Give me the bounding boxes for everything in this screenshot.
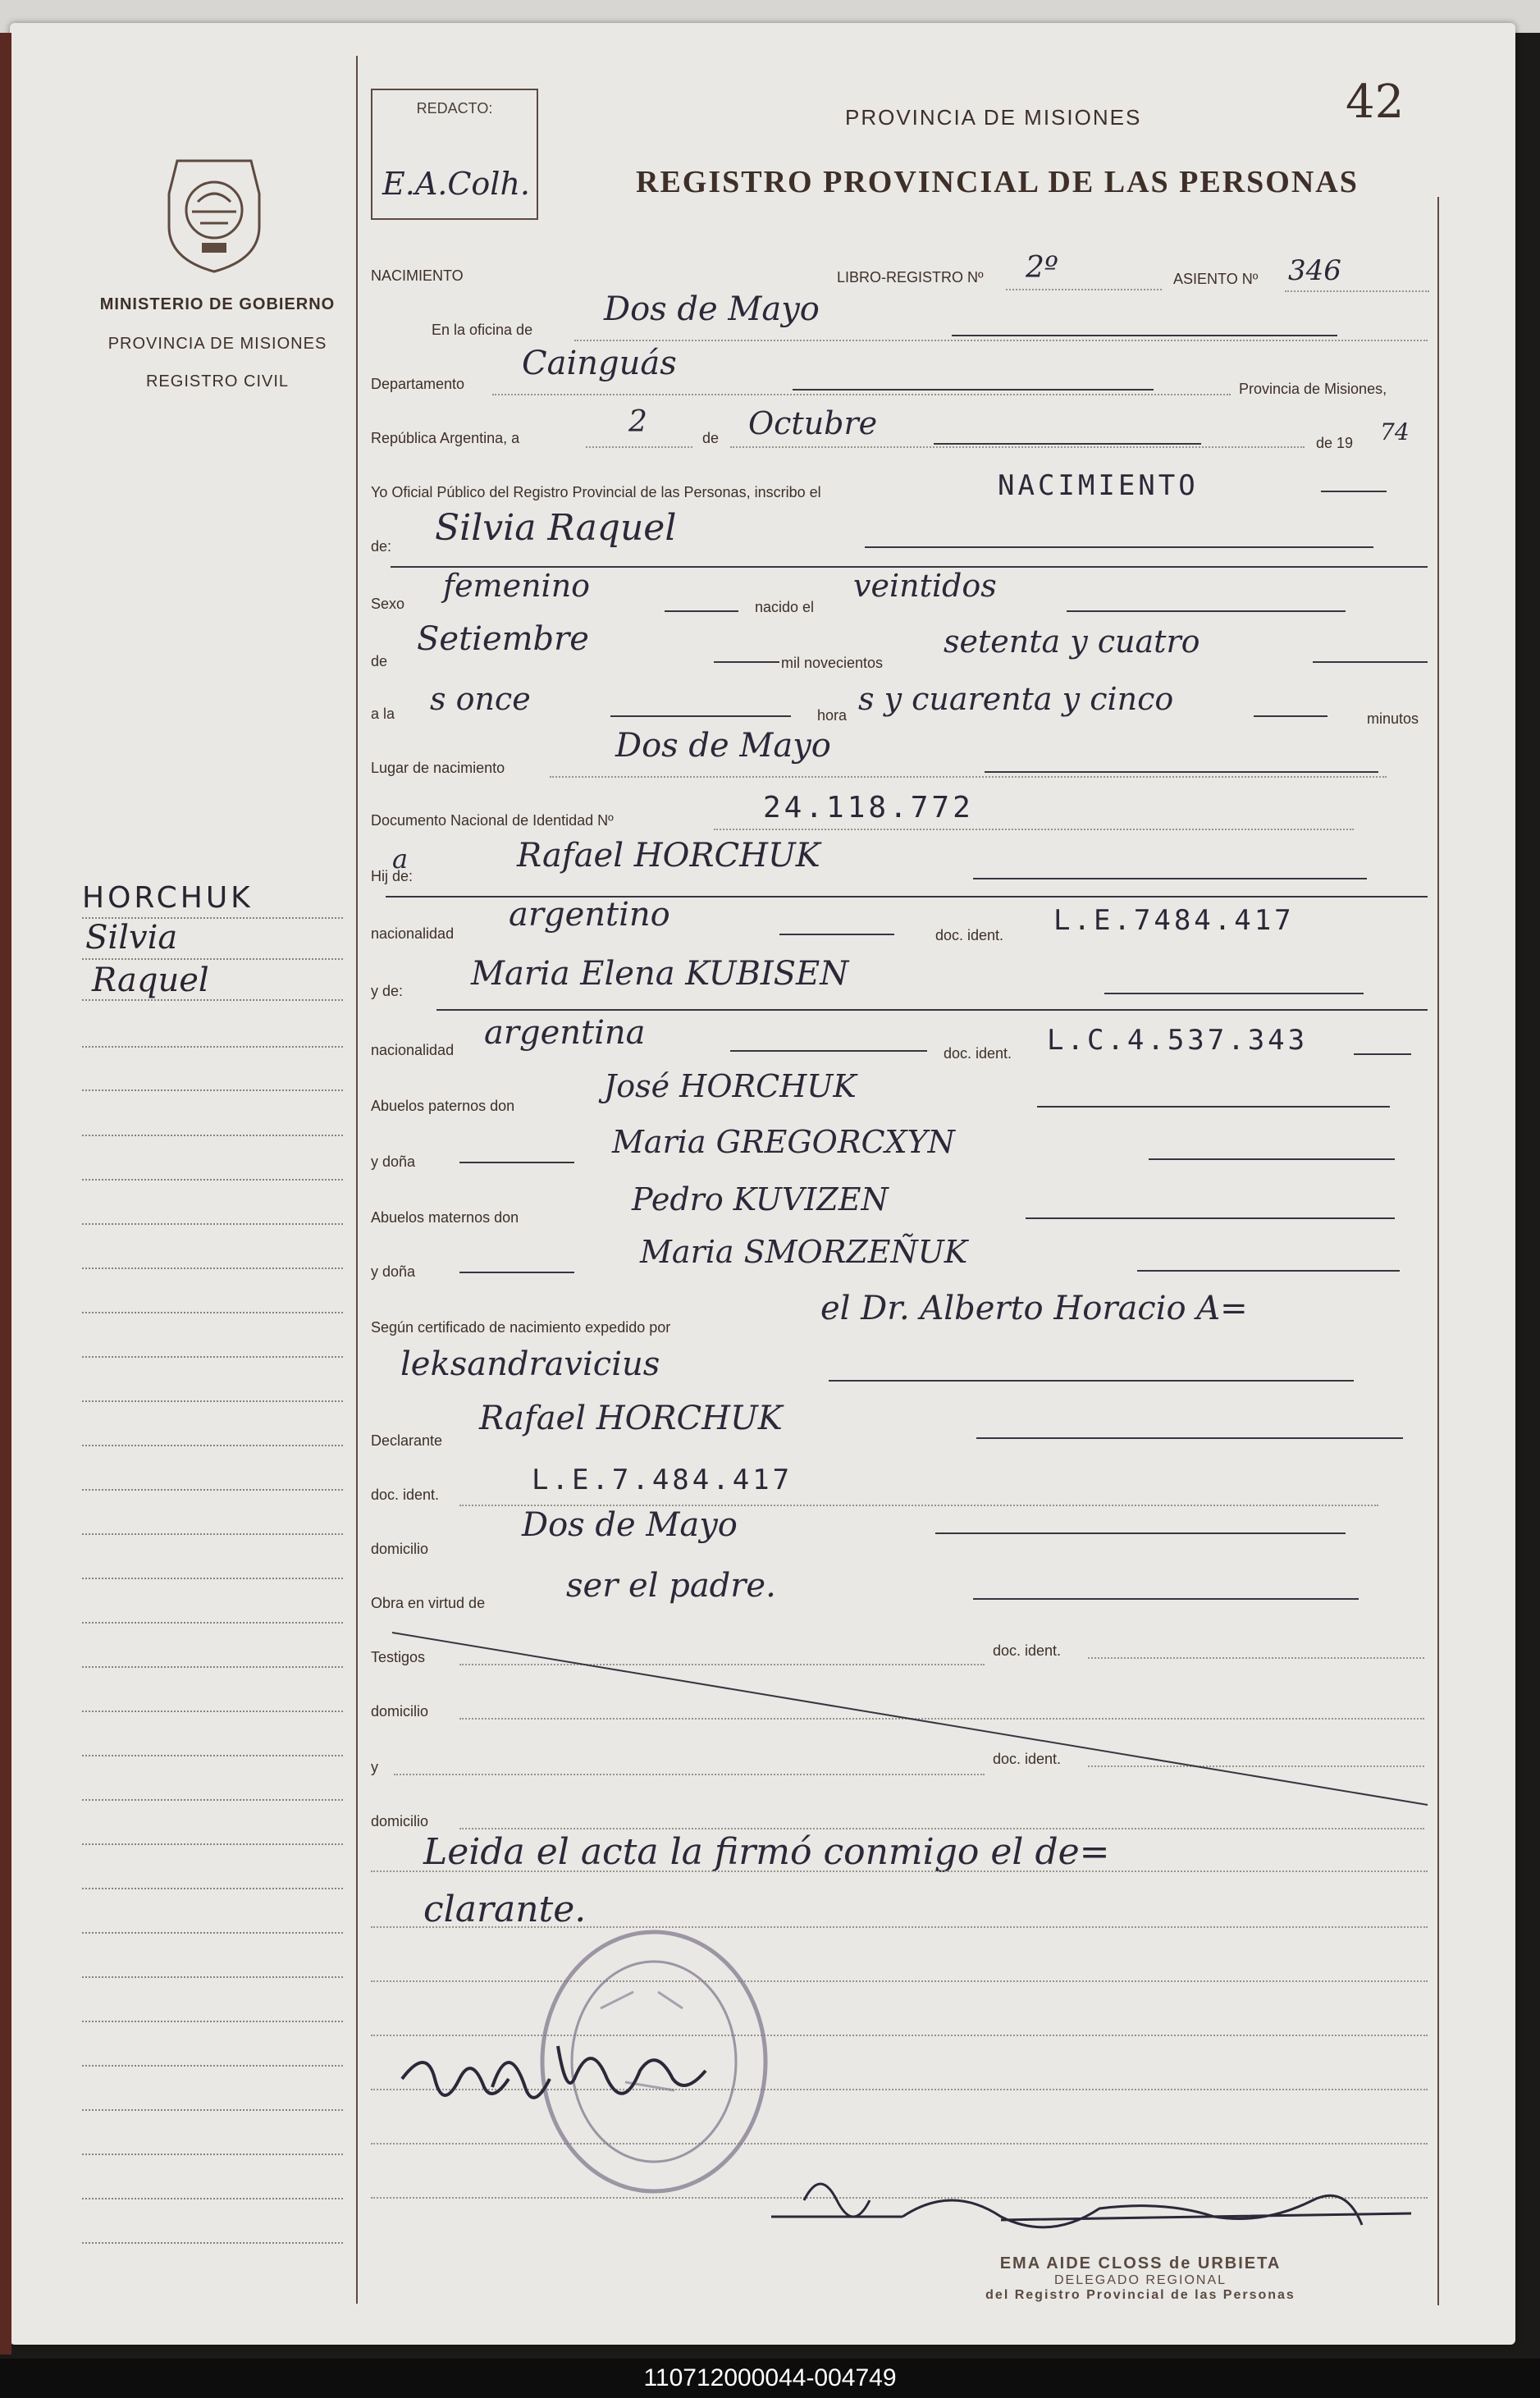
- segun-fill: [829, 1380, 1354, 1382]
- nacionalidad1-value: argentino: [509, 896, 670, 934]
- mil-fill: [1313, 661, 1428, 663]
- ydona2-fill: [1137, 1270, 1400, 1272]
- oficial-fill: [1321, 491, 1387, 492]
- margin-line: [82, 1932, 343, 1934]
- margin-line: [82, 1046, 343, 1048]
- blank-line: [371, 1980, 1428, 1982]
- domicilio-label: domicilio: [371, 1541, 429, 1557]
- docident-value: L.E.7.484.417: [532, 1464, 793, 1496]
- ministry-title: MINISTERIO DE GOBIERNO: [99, 295, 336, 313]
- ydona1-prefill: [459, 1162, 574, 1163]
- closing-line-1: Leida el acta la firmó conmigo el de=: [423, 1831, 1110, 1873]
- y-doc-label: doc. ident.: [993, 1751, 1062, 1767]
- doc2-value: L.C.4.537.343: [1047, 1024, 1309, 1057]
- margin-line: [82, 1089, 343, 1091]
- father-fill: [973, 878, 1367, 879]
- departamento-line: [492, 394, 1231, 395]
- minutos-fill: [1254, 715, 1328, 717]
- obra-value: ser el padre.: [566, 1567, 776, 1605]
- ministry-registry: REGISTRO CIVIL: [145, 372, 290, 391]
- doc1-label: doc. ident.: [935, 927, 1004, 943]
- departamento-label: Departamento: [371, 376, 465, 392]
- testigos-label: Testigos: [371, 1649, 426, 1665]
- oficina-value: Dos de Mayo: [604, 290, 820, 328]
- hora-value: s once: [430, 681, 531, 717]
- month-fill: [934, 443, 1201, 445]
- lugar-fill: [985, 771, 1378, 773]
- year-value: 74: [1380, 418, 1410, 445]
- segun-label: Según certificado de nacimiento expedido por: [371, 1319, 671, 1336]
- margin-line: [82, 2154, 343, 2155]
- obra-fill: [973, 1598, 1359, 1600]
- margin-line: [82, 1755, 343, 1756]
- domicilio-fill: [935, 1532, 1346, 1534]
- libro-value: 2º: [1026, 251, 1058, 285]
- provincia-suffix: Provincia de Misiones,: [1239, 381, 1387, 397]
- abuelos-paternos-value: José HORCHUK: [604, 1068, 857, 1104]
- nacimiento-label: NACIMIENTO: [371, 267, 464, 284]
- margin-line: [82, 1843, 343, 1845]
- month-value: Octubre: [748, 405, 878, 441]
- docident-label: doc. ident.: [371, 1487, 440, 1503]
- margin-surname: HORCHUK: [82, 881, 254, 915]
- sexo-value: femenino: [443, 568, 591, 604]
- blank-line: [371, 1870, 1428, 1872]
- hora-fill: [610, 715, 791, 717]
- hij-value: a: [392, 843, 409, 875]
- de-label: de: [702, 430, 720, 446]
- margin-line: [82, 1356, 343, 1358]
- page-number: 42: [1346, 75, 1405, 129]
- abuelos-paternos-label: Abuelos paternos don: [371, 1098, 515, 1114]
- hora-label: hora: [817, 707, 848, 724]
- nacionalidad1-label: nacionalidad: [371, 925, 455, 942]
- margin-line: [82, 1711, 343, 1712]
- nacionalidad2-label: nacionalidad: [371, 1042, 455, 1058]
- margin-line: [82, 2065, 343, 2067]
- mother-underline: [436, 1009, 1428, 1011]
- abuelos-maternos-value: Pedro KUVIZEN: [632, 1181, 889, 1217]
- de-name-label: de:: [371, 538, 392, 555]
- blank-line: [371, 1926, 1428, 1928]
- margin-line: [82, 1888, 343, 1889]
- margin-line: [82, 2109, 343, 2111]
- nacido-value: veintidos: [853, 568, 997, 604]
- oficina-label: En la oficina de: [432, 322, 533, 338]
- documento-line: [714, 829, 1354, 830]
- mother-fill: [1104, 993, 1364, 994]
- sexo-label: Sexo: [371, 596, 405, 612]
- margin-line: [82, 1445, 343, 1446]
- asiento-label: ASIENTO Nº: [1173, 271, 1259, 287]
- yde-label: y de:: [371, 983, 404, 999]
- libro-line: [1006, 289, 1162, 290]
- oficina-line: [574, 340, 1428, 341]
- declarante-label: Declarante: [371, 1432, 443, 1449]
- ydona2-value: Maria SMORZEÑUK: [640, 1234, 968, 1270]
- ministry-province: PROVINCIA DE MISIONES: [107, 335, 327, 353]
- departamento-fill: [793, 389, 1154, 391]
- lugar-label: Lugar de nacimiento: [371, 760, 505, 776]
- book-spine: [0, 33, 11, 2355]
- day-line: [586, 446, 692, 448]
- testigos-doc-label: doc. ident.: [993, 1642, 1062, 1659]
- official-signature: [755, 2167, 1493, 2258]
- de-month-label: de: [371, 653, 388, 669]
- lugar-value: Dos de Mayo: [615, 727, 831, 765]
- minutos-label: minutos: [1367, 710, 1419, 727]
- margin-line: [82, 999, 343, 1001]
- nacionalidad1-fill: [779, 934, 894, 935]
- birth-month-fill: [714, 661, 779, 663]
- province-title: PROVINCIA DE MISIONES: [845, 105, 1142, 130]
- redacto-box: [371, 89, 538, 220]
- margin-line: [82, 1312, 343, 1313]
- margin-line: [82, 1223, 343, 1225]
- oficina-fill: [952, 335, 1337, 336]
- margin-line: [82, 2242, 343, 2244]
- margin-line: [82, 2021, 343, 2022]
- mil-value: setenta y cuatro: [944, 623, 1200, 660]
- domicilio3-label: domicilio: [371, 1813, 429, 1829]
- declarante-fill: [976, 1437, 1403, 1439]
- ydona1-label: y doña: [371, 1153, 416, 1170]
- margin-middle-name: Raquel: [92, 961, 209, 999]
- margin-line: [82, 958, 343, 960]
- official-institution: del Registro Provincial de las Personas: [985, 2288, 1296, 2302]
- ydona1-fill: [1149, 1158, 1395, 1160]
- left-column-rule: [356, 56, 358, 2304]
- domicilio3-line: [459, 1828, 1424, 1829]
- documento-label: Documento Nacional de Identidad Nº: [371, 812, 614, 829]
- month-line: [730, 446, 1305, 448]
- mil-label: mil novecientos: [781, 655, 884, 671]
- registry-title: REGISTRO PROVINCIAL DE LAS PERSONAS: [636, 165, 1359, 199]
- doc1-value: L.E.7484.417: [1053, 904, 1295, 937]
- mother-value: Maria Elena KUBISEN: [471, 955, 849, 993]
- nacido-label: nacido el: [755, 599, 815, 615]
- name-value: Silvia Raquel: [435, 507, 677, 549]
- departamento-value: Cainguás: [522, 345, 677, 382]
- margin-line: [82, 1666, 343, 1668]
- sexo-fill: [665, 610, 738, 612]
- libro-label: LIBRO-REGISTRO Nº: [837, 269, 984, 285]
- domicilio-value: Dos de Mayo: [522, 1506, 738, 1544]
- segun-value: el Dr. Alberto Horacio A=: [820, 1290, 1248, 1327]
- declarante-signature: [394, 2030, 747, 2120]
- oficial-value: NACIMIENTO: [998, 469, 1199, 502]
- ydona1-value: Maria GREGORCXYN: [612, 1124, 955, 1160]
- nacionalidad2-fill: [730, 1050, 927, 1052]
- documento-value: 24.118.772: [763, 791, 974, 824]
- de-year-label: de 19: [1316, 435, 1354, 451]
- declarante-value: Rafael HORCHUK: [479, 1400, 783, 1437]
- margin-line: [82, 2198, 343, 2199]
- doc2-fill: [1354, 1053, 1411, 1055]
- margin-line: [82, 1622, 343, 1624]
- right-column-rule: [1437, 197, 1439, 2305]
- margin-line: [82, 1400, 343, 1402]
- asiento-value: 346: [1288, 254, 1341, 287]
- margin-line: [82, 1578, 343, 1579]
- margin-first-name: Silvia: [85, 919, 178, 957]
- margin-line: [82, 1135, 343, 1136]
- nacionalidad2-value: argentina: [484, 1014, 646, 1052]
- document-id-bar: 110712000044-004749: [0, 2359, 1540, 2398]
- margin-line: [82, 1533, 343, 1535]
- coat-of-arms-icon: [161, 153, 267, 276]
- redacto-initials: E.A.Colh.: [382, 166, 530, 202]
- margin-line: [82, 1179, 343, 1181]
- ydona2-label: y doña: [371, 1263, 416, 1280]
- doc2-label: doc. ident.: [944, 1045, 1012, 1062]
- oficial-label: Yo Oficial Público del Registro Provincial de las Personas, inscribo el: [371, 484, 821, 500]
- abuelos-maternos-fill: [1026, 1217, 1395, 1219]
- day-value: 2: [628, 405, 647, 439]
- domicilio2-label: domicilio: [371, 1703, 429, 1720]
- hij-label: Hij de:: [371, 868, 414, 884]
- segun-value-continued: leksandravicius: [400, 1345, 660, 1383]
- margin-line: [82, 1268, 343, 1269]
- redacto-label: REDACTO:: [416, 100, 493, 116]
- margin-line: [82, 917, 343, 919]
- official-name-block: [968, 2254, 1313, 2303]
- official-title: DELEGADO REGIONAL: [1053, 2273, 1227, 2287]
- abuelos-maternos-label: Abuelos maternos don: [371, 1209, 519, 1226]
- name-fill: [865, 546, 1373, 548]
- minutos-value: s y cuarenta y cinco: [858, 681, 1174, 717]
- closing-line-2: clarante.: [423, 1889, 587, 1930]
- birth-month-value: Setiembre: [417, 620, 589, 658]
- margin-line: [82, 1799, 343, 1801]
- y-label: y: [371, 1759, 378, 1775]
- nacido-fill: [1067, 610, 1346, 612]
- republica-label: República Argentina, a: [371, 430, 520, 446]
- lugar-line: [550, 776, 1387, 778]
- father-value: Rafael HORCHUK: [517, 837, 820, 875]
- official-name: EMA AIDE CLOSS de URBIETA: [999, 2254, 1282, 2272]
- abuelos-paternos-fill: [1037, 1106, 1390, 1108]
- obra-label: Obra en virtud de: [371, 1595, 486, 1611]
- margin-line: [82, 1489, 343, 1491]
- ala-label: a la: [371, 706, 395, 722]
- ydona2-prefill: [459, 1272, 574, 1273]
- cancel-diagonal: [386, 1624, 1436, 1813]
- asiento-line: [1285, 290, 1429, 292]
- margin-line: [82, 1976, 343, 1978]
- blank-line: [371, 2143, 1428, 2144]
